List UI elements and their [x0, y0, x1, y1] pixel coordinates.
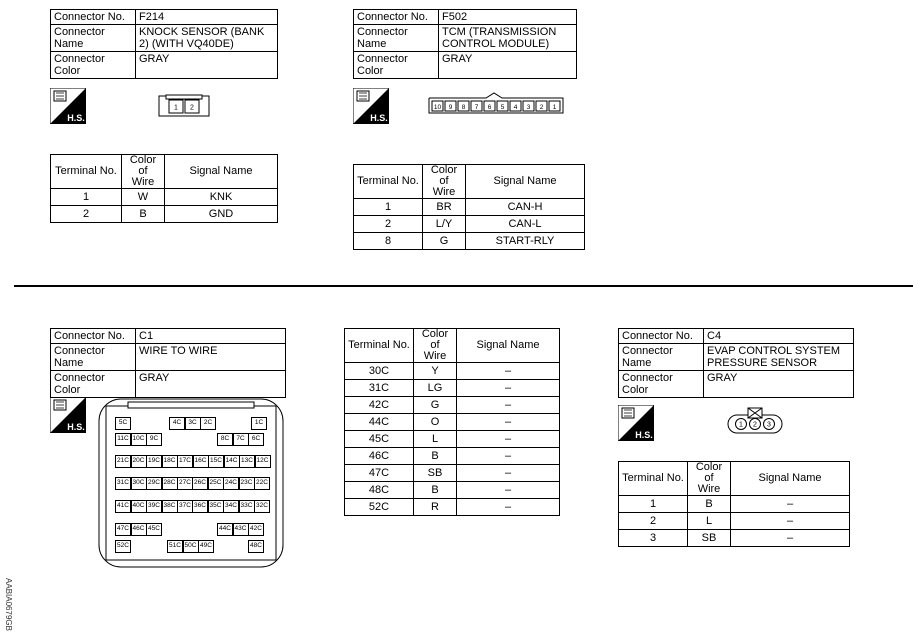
f502-pin-label: 4: [513, 104, 518, 111]
table-row: 2 L/Y CAN-L: [354, 216, 585, 233]
header-color-of-wire: Color of Wire: [688, 462, 731, 496]
c4-pin-2: 2: [753, 421, 757, 429]
hs-label: H.S.: [67, 113, 85, 123]
label-connector-no: Connector No.: [51, 10, 136, 25]
c1-connector-face: [98, 398, 284, 568]
c1-pin: 25C: [208, 477, 224, 490]
f214-pin-2: 2: [190, 104, 194, 112]
table-row: 45C L –: [345, 431, 560, 448]
c1-pin: 28C: [162, 477, 178, 490]
c1-pin: 2C: [200, 417, 216, 430]
label-connector-color: Connector Color: [619, 371, 704, 398]
f214-pin-1: 1: [174, 104, 178, 112]
f502-connector-face: [428, 92, 564, 114]
table-row: 44C O –: [345, 414, 560, 431]
f502-pin-label: 9: [448, 104, 453, 111]
c1-pin: 1C: [251, 417, 267, 430]
c1-pin: 13C: [239, 455, 255, 468]
f502-pin-label: 2: [539, 104, 544, 111]
table-row: 46C B –: [345, 448, 560, 465]
c1-pin: 51C: [167, 540, 183, 553]
f502-signal-table: [353, 164, 585, 250]
f214-signal-table: [50, 154, 278, 223]
table-row: 3 SB –: [619, 530, 850, 547]
header-terminal-no: Terminal No.: [345, 329, 414, 363]
c1-pin: 20C: [131, 455, 147, 468]
f502-connector-no: F502: [439, 10, 577, 25]
f214-connector-no: F214: [136, 10, 278, 25]
label-connector-color: Connector Color: [51, 52, 136, 79]
c1-pin: 27C: [177, 477, 193, 490]
label-connector-name: Connector Name: [51, 344, 136, 371]
c1-pin: 52C: [115, 540, 131, 553]
c1-pin: 19C: [146, 455, 162, 468]
c1-pin: 12C: [255, 455, 271, 468]
header-terminal-no: Terminal No.: [51, 155, 122, 189]
hs-icon: [353, 88, 389, 124]
label-connector-no: Connector No.: [354, 10, 439, 25]
c1-pin: 17C: [177, 455, 193, 468]
hs-label: H.S.: [370, 113, 388, 123]
header-signal-name: Signal Name: [457, 329, 560, 363]
c1-pin: 14C: [224, 455, 240, 468]
f502-pin-label: 3: [526, 104, 531, 111]
c4-connector-name: EVAP CONTROL SYSTEM PRESSURE SENSOR: [704, 344, 854, 371]
c1-connector-color: GRAY: [136, 371, 286, 398]
f502-connector-color: GRAY: [439, 52, 577, 79]
f502-info-table: [353, 9, 577, 79]
table-row: 52C R –: [345, 499, 560, 516]
hs-label: H.S.: [67, 422, 85, 432]
c4-connector-color: GRAY: [704, 371, 854, 398]
f214-connector-face: [158, 94, 210, 118]
c4-signal-table: [618, 461, 850, 547]
c1-pin: 24C: [223, 477, 239, 490]
c1-pin: 34C: [223, 500, 239, 513]
table-row: 42C G –: [345, 397, 560, 414]
c1-pin: 29C: [146, 477, 162, 490]
c1-pin: 35C: [208, 500, 224, 513]
f502-pin-label: 10: [433, 104, 442, 111]
hs-icon: [50, 397, 86, 433]
c1-pin: 22C: [254, 477, 270, 490]
c1-pin: 50C: [183, 540, 199, 553]
c1-pin: 7C: [233, 433, 249, 446]
f214-info-table: [50, 9, 278, 79]
f502-pin-label: 6: [487, 104, 492, 111]
c1-pin: 8C: [217, 433, 233, 446]
c1-pin: 37C: [177, 500, 193, 513]
c4-connector-no: C4: [704, 329, 854, 344]
c1-pin: 43C: [233, 523, 249, 536]
c1-connector-no: C1: [136, 329, 286, 344]
table-row: 8 G START-RLY: [354, 233, 585, 250]
c1-pin: 48C: [248, 540, 264, 553]
header-color-of-wire: Color of Wire: [414, 329, 457, 363]
figure-id: AABIA0679GB: [3, 578, 13, 631]
c4-pin-3: 3: [767, 421, 771, 429]
section-divider: [14, 285, 913, 287]
c1-pin: 18C: [162, 455, 178, 468]
c1-pin: 30C: [131, 477, 147, 490]
c1-pin: 16C: [193, 455, 209, 468]
c1-pin: 36C: [192, 500, 208, 513]
header-terminal-no: Terminal No.: [619, 462, 688, 496]
c1-pin: 6C: [248, 433, 264, 446]
f502-pin-label: 8: [461, 104, 466, 111]
header-signal-name: Signal Name: [731, 462, 850, 496]
table-row: 48C B –: [345, 482, 560, 499]
label-connector-color: Connector Color: [51, 371, 136, 398]
f502-pin-label: 7: [474, 104, 479, 111]
c1-pin: 45C: [146, 523, 162, 536]
c1-pin: 49C: [198, 540, 214, 553]
c1-pin: 15C: [208, 455, 224, 468]
c1-pin: 31C: [115, 477, 131, 490]
f502-pin-label: 5: [500, 104, 505, 111]
label-connector-name: Connector Name: [354, 25, 439, 52]
table-row: 1 B –: [619, 496, 850, 513]
c1-info-table: [50, 328, 286, 398]
table-row: 2 B GND: [51, 206, 278, 223]
c1-pin: 3C: [185, 417, 201, 430]
hs-label: H.S.: [635, 430, 653, 440]
c1-connector-name: WIRE TO WIRE: [136, 344, 286, 371]
label-connector-name: Connector Name: [51, 25, 136, 52]
c1-pin: 40C: [131, 500, 147, 513]
c1-pin: 32C: [254, 500, 270, 513]
table-row: 2 L –: [619, 513, 850, 530]
f214-connector-color: GRAY: [136, 52, 278, 79]
c1-pin: 11C: [115, 433, 131, 446]
c4-pin-1: 1: [739, 421, 743, 429]
f214-connector-name: KNOCK SENSOR (BANK 2) (WITH VQ40DE): [136, 25, 278, 52]
label-connector-no: Connector No.: [619, 329, 704, 344]
c4-connector-face: [726, 406, 784, 434]
c1-pin: 44C: [217, 523, 233, 536]
c1-pin: 23C: [239, 477, 255, 490]
c1-pin: 21C: [115, 455, 131, 468]
f502-pin-label: 1: [552, 104, 557, 111]
header-color-of-wire: Color of Wire: [423, 165, 466, 199]
c1-pin: 42C: [248, 523, 264, 536]
header-signal-name: Signal Name: [165, 155, 278, 189]
header-signal-name: Signal Name: [466, 165, 585, 199]
c1-signal-table: [344, 328, 560, 516]
c4-info-table: [618, 328, 854, 398]
hs-icon: [50, 88, 86, 124]
c1-pin: 38C: [162, 500, 178, 513]
header-color-of-wire: Color of Wire: [122, 155, 165, 189]
header-terminal-no: Terminal No.: [354, 165, 423, 199]
c1-pin: 10C: [131, 433, 147, 446]
hs-icon: [618, 405, 654, 441]
c1-pin: 5C: [115, 417, 131, 430]
c1-pin: 46C: [131, 523, 147, 536]
c1-pin: 4C: [169, 417, 185, 430]
table-row: 31C LG –: [345, 380, 560, 397]
c1-pin: 26C: [192, 477, 208, 490]
label-connector-name: Connector Name: [619, 344, 704, 371]
label-connector-no: Connector No.: [51, 329, 136, 344]
table-row: 47C SB –: [345, 465, 560, 482]
c1-pin: 9C: [146, 433, 162, 446]
table-row: 30C Y –: [345, 363, 560, 380]
c1-pin: 47C: [115, 523, 131, 536]
c1-pin: 41C: [115, 500, 131, 513]
f502-connector-name: TCM (TRANSMISSION CONTROL MODULE): [439, 25, 577, 52]
table-row: 1 BR CAN-H: [354, 199, 585, 216]
label-connector-color: Connector Color: [354, 52, 439, 79]
c1-pin: 33C: [239, 500, 255, 513]
table-row: 1 W KNK: [51, 189, 278, 206]
c1-pin: 39C: [146, 500, 162, 513]
